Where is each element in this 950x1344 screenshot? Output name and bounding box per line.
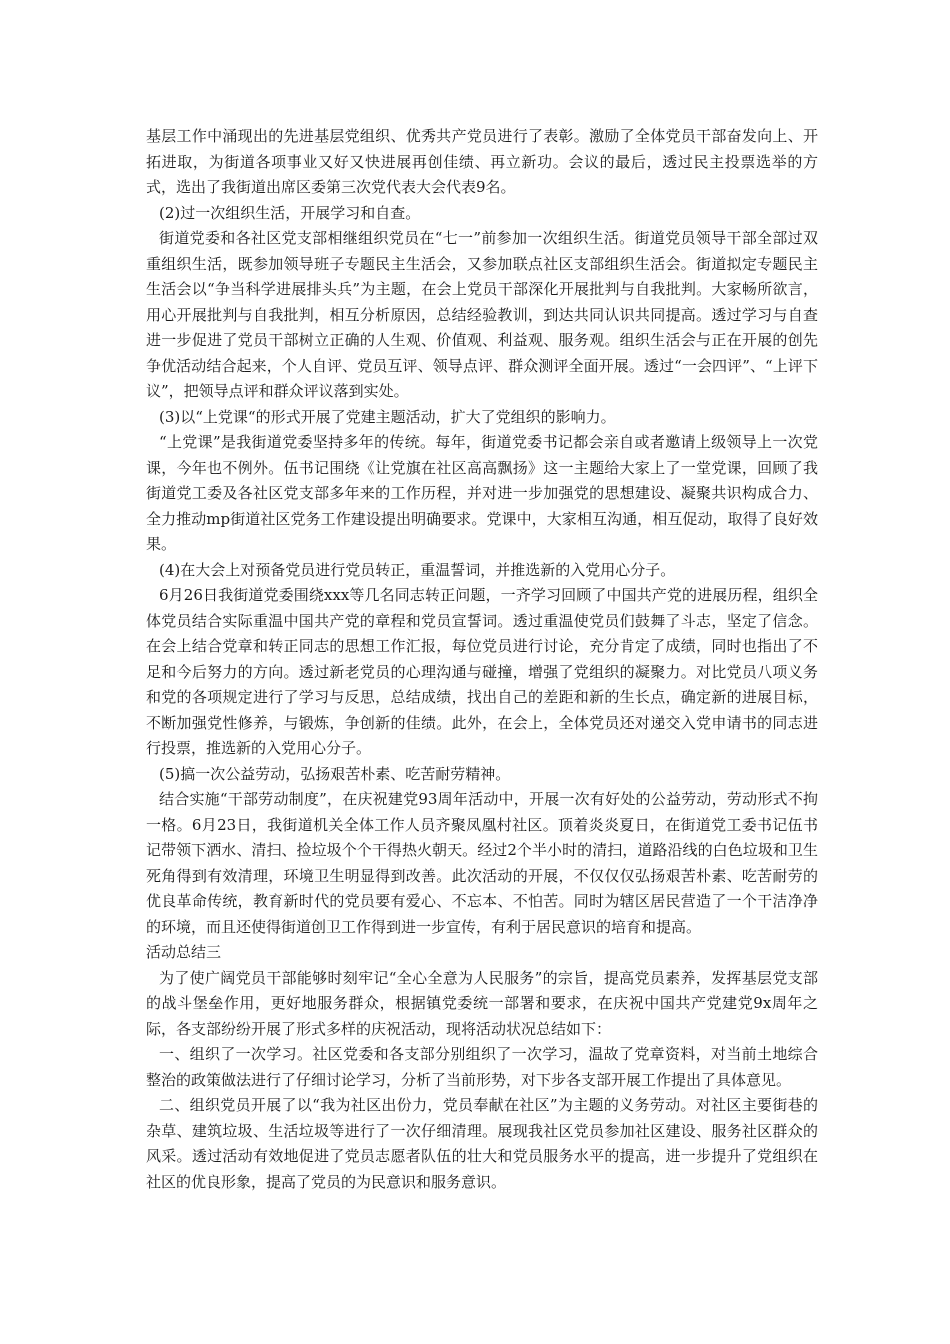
paragraph-7: 6月26日我街道党委围绕xxx等几名同志转正问题，一齐学习回顾了中国共产党的进展历程，组织全体党员结合实际重温中国共产党的章程和党员宣誓词。透过重温使党员们鼓舞了斗志，坚定了信念。在会上结合党章和转正同志的思想工作汇报，每位党员进行讨论，充分肯定了成绩，同时也指出了不足和今后努力的方向。透过新老党员的心理沟通与碰撞，增强了党组织的凝聚力。对比党员八项义务和党的各项规定进行了学习与反思，总结成绩，找出自己的差距和新的生长点，确定新的进展目标，不断加强党性修养，与锻炼，争创新的佳绩。此外，在会上，全体党员还对递交入党申请书的同志进行投票，推选新的入党用心分子。 [146, 586, 818, 757]
paragraph-1: 基层工作中涌现出的先进基层党组织、优秀共产党员进行了表彰。激励了全体党员干部奋发向上、开拓进取，为街道各项事业又好又快进展再创佳绩、再立新功。会议的最后，透过民主投票选举的方式，选出了我街道出席区委第三次党代表大会代表9名。 [146, 127, 818, 196]
paragraph-8-subheading: (5)搞一次公益劳动，弘扬艰苦朴素、吃苦耐劳精神。 [159, 764, 511, 783]
paragraph-11: 为了使广阔党员干部能够时刻牢记“全心全意为人民服务”的宗旨，提高党员素养，发挥基层党支部的战斗堡垒作用，更好地服务群众，根据镇党委统一部署和要求，在庆祝中国共产党建党9x周年之际，各支部纷纷开展了形式多样的庆祝活动，现将活动状况总结如下： [146, 968, 818, 1038]
section-heading: 活动总结三 [146, 943, 222, 961]
paragraph-13: 二、组织党员开展了以“我为社区出份力，党员奉献在社区”为主题的义务劳动。对社区主要街巷的杂草、建筑垃圾、生活垃圾等进行了一次仔细清理。展现我社区党员参加社区建设、服务社区群众的风采。透过活动有效地促进了党员志愿者队伍的壮大和党员服务水平的提高，进一步提升了党组织在社区的优良形象，提高了党员的为民意识和服务意识。 [146, 1096, 818, 1191]
paragraph-12: 一、组织了一次学习。社区党委和各支部分别组织了一次学习，温故了党章资料，对当前土地综合整治的政策做法进行了仔细讨论学习，分析了当前形势，对下步各支部开展工作提出了具体意见。 [146, 1045, 818, 1089]
paragraph-2-subheading: (2)过一次组织生活，开展学习和自查。 [159, 203, 421, 222]
paragraph-9: 结合实施“干部劳动制度”，在庆祝建党93周年活动中，开展一次有好处的公益劳动，劳动形式不拘一格。6月23日，我街道机关全体工作人员齐聚凤凰村社区。顶着炎炎夏日，在街道党工委书记伍书记带领下洒水、清扫、捡垃圾个个干得热火朝天。经过2个半小时的清扫，道路沿线的白色垃圾和卫生死角得到有效清理，环境卫生明显得到改善。此次活动的开展，不仅仅仅弘扬艰苦朴素、吃苦耐劳的优良革命传统，教育新时代的党员要有爱心、不忘本、不怕苦。同时为辖区居民营造了一个干洁净净的环境，而且还使得街道创卫工作得到进一步宣传，有利于居民意识的培育和提高。 [146, 790, 818, 936]
paragraph-5: “上党课”是我街道党委坚持多年的传统。每年，街道党委书记都会亲自或者邀请上级领导上一次党课，今年也不例外。伍书记围绕《让党旗在社区高高飘扬》这一主题给大家上了一堂党课，回顾了我街道党工委及各社区党支部多年来的工作历程，并对进一步加强党的思想建设、凝聚共识构成合力、全力推动mp街道社区党务工作建设提出明确要求。党课中，大家相互沟通，相互促动，取得了良好效果。 [146, 433, 818, 553]
document-body [146, 124, 818, 1195]
paragraph-3: 街道党委和各社区党支部相继组织党员在“七一”前参加一次组织生活。街道党员领导干部全部过双重组织生活，既参加领导班子专题民主生活会，又参加联点社区支部组织生活会。街道拟定专题民主生活会以“争当科学进展排头兵”为主题，在会上党员干部深化开展批判与自我批判。大家畅所欲言，用心开展批判与自我批判，相互分析原因，总结经验教训，到达共同认识共同提高。透过学习与自查进一步促进了党员干部树立正确的人生观、价值观、利益观、服务观。组织生活会与正在开展的创先争优活动结合起来，个人自评、党员互评、领导点评、群众测评全面开展。透过“一会四评”、“上评下议”，把领导点评和群众评议落到实处。 [146, 229, 818, 400]
paragraph-4-subheading: (3)以“上党课“的形式开展了党建主题活动，扩大了党组织的影响力。 [159, 407, 616, 426]
paragraph-6-subheading: (4)在大会上对预备党员进行党员转正，重温誓词，并推选新的入党用心分子。 [159, 560, 676, 579]
